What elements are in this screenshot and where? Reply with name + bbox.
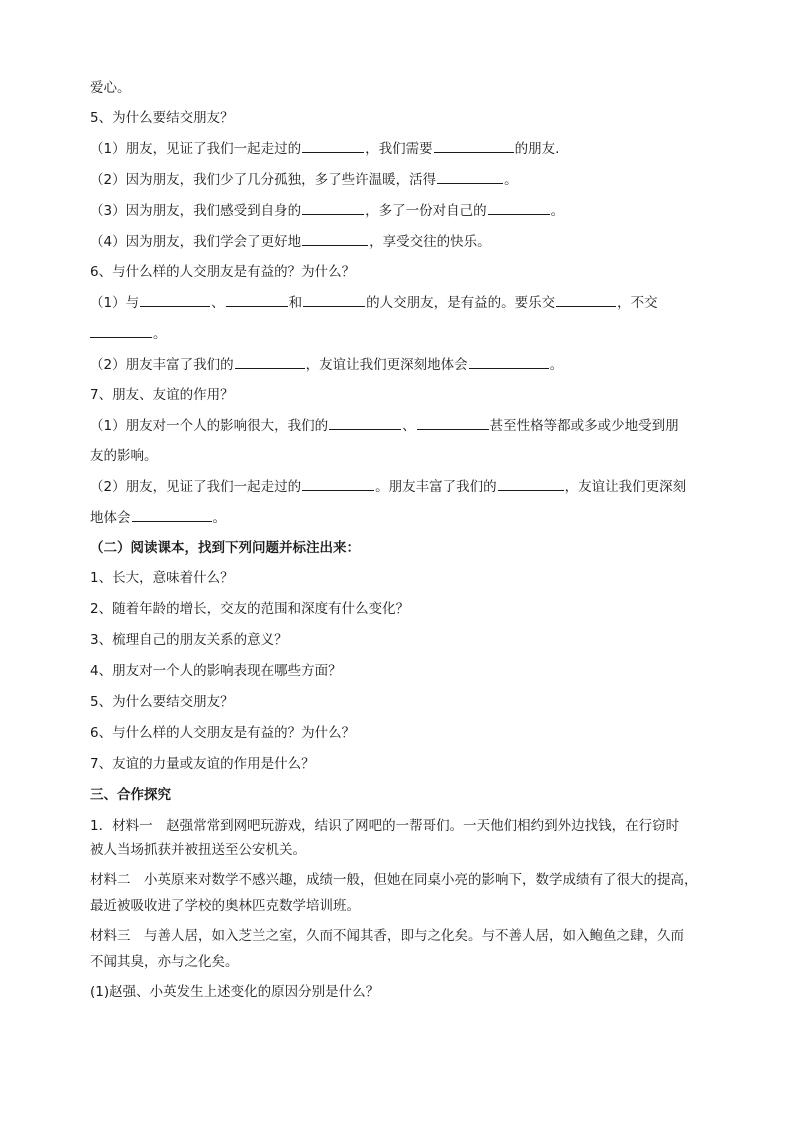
text-line (90, 816, 704, 836)
text: 。 (550, 203, 565, 219)
answer-blank[interactable] (302, 231, 368, 246)
text: 5、为什么要结交朋友？ (90, 110, 234, 126)
fill-in-line (90, 231, 704, 252)
text-line (90, 952, 704, 972)
text: （1）朋友，见证了我们一起走过的 (90, 141, 302, 157)
text: （4）因为朋友，我们学会了更好地 (90, 234, 302, 250)
question-heading-6 (90, 262, 704, 282)
fill-in-line (90, 476, 704, 497)
text: (1)赵强、小英发生上述变化的原因分别是什么？ (90, 984, 380, 1000)
text: （2）因为朋友，我们少了几分孤独，多了些许温暖，活得 (90, 172, 437, 188)
list-item (90, 661, 704, 681)
list-item (90, 568, 704, 588)
text: （1）与 (90, 295, 140, 311)
text: ，享受交往的快乐。 (369, 234, 491, 250)
text: ，友谊让我们更深刻 (564, 479, 687, 495)
answer-blank[interactable] (488, 200, 550, 215)
answer-blank[interactable] (303, 292, 365, 307)
text: 5、为什么要结交朋友？ (90, 694, 234, 710)
text: （2）朋友，见证了我们一起走过的 (90, 479, 302, 495)
answer-blank[interactable] (498, 476, 564, 491)
answer-blank[interactable] (434, 138, 514, 153)
text: ，多了一份对自己的 (365, 203, 487, 219)
text: 三、合作探究 (90, 787, 171, 803)
list-item (90, 723, 704, 743)
text-line (90, 840, 704, 860)
text: 1．材料一 赵强常常到网吧玩游戏，结识了网吧的一帮哥们。一天他们相约到外边找钱，在行窃时 (90, 818, 680, 834)
text: 甚至性格等都或多或少地受到朋 (489, 418, 679, 434)
text: 。 (153, 326, 167, 342)
text: 地体会 (90, 510, 131, 526)
text: （二）阅读课本，找到下列问题并标注出来： (90, 540, 360, 556)
answer-blank[interactable] (140, 292, 210, 307)
text: ，友谊让我们更深刻地体会 (305, 357, 468, 373)
text: 的人交朋友，是有益的。要乐交 (366, 295, 556, 311)
section-heading (90, 538, 704, 558)
text: 友的影响。 (90, 448, 158, 464)
answer-blank[interactable] (302, 138, 364, 153)
text-line (90, 896, 704, 916)
text: 材料三 与善人居，如入芝兰之室，久而不闻其香，即与之化矣。与不善人居，如入鲍鱼之肆，久而 (90, 928, 684, 944)
answer-blank[interactable] (226, 292, 288, 307)
answer-blank[interactable] (556, 292, 616, 307)
answer-blank[interactable] (437, 169, 503, 184)
question-heading-7 (90, 385, 704, 405)
text: （3）因为朋友，我们感受到自身的 (90, 203, 302, 219)
answer-blank[interactable] (235, 354, 305, 369)
answer-blank[interactable] (469, 354, 549, 369)
text-line (90, 870, 704, 890)
fill-in-line (90, 415, 704, 436)
text: 2、随着年龄的增长，交友的范围和深度有什么变化？ (90, 601, 410, 617)
text: （2）朋友丰富了我们的 (90, 357, 234, 373)
list-item (90, 754, 704, 774)
text-line (90, 78, 704, 98)
answer-blank[interactable] (302, 476, 374, 491)
text: 。 (212, 510, 226, 526)
text: 1、长大，意味着什么？ (90, 570, 234, 586)
fill-in-line (90, 138, 704, 159)
text: 6、与什么样的人交朋友是有益的？为什么？ (90, 725, 356, 741)
text-line (90, 926, 704, 946)
text: 爱心。 (90, 80, 131, 96)
answer-blank[interactable] (329, 415, 401, 430)
text: 、 (402, 418, 416, 434)
text: 4、朋友对一个人的影响表现在哪些方面？ (90, 663, 342, 679)
text: 不闻其臭，亦与之化矣。 (90, 954, 239, 970)
fill-in-line (90, 507, 704, 528)
text: 。 (504, 172, 518, 188)
list-item (90, 692, 704, 712)
answer-blank[interactable] (90, 323, 152, 338)
text: ，不交 (617, 295, 658, 311)
text-line (90, 982, 704, 1002)
text: 7、朋友、友谊的作用？ (90, 387, 234, 403)
fill-in-line (90, 200, 704, 221)
fill-in-line (90, 354, 704, 375)
text-line (90, 446, 704, 466)
answer-blank[interactable] (417, 415, 489, 430)
fill-in-line (90, 169, 704, 190)
text: 7、友谊的力量或友谊的作用是什么？ (90, 756, 315, 772)
question-heading-5 (90, 108, 704, 128)
text: ，我们需要 (365, 141, 433, 157)
list-item (90, 630, 704, 650)
answer-blank[interactable] (302, 200, 364, 215)
text: 和 (288, 295, 303, 311)
answer-blank[interactable] (132, 507, 212, 522)
text: 材料二 小英原来对数学不感兴趣，成绩一般，但她在同桌小亮的影响下，数学成绩有了很大的提高， (90, 872, 698, 888)
text: 3、梳理自己的朋友关系的意义？ (90, 632, 288, 648)
text: 6、与什么样的人交朋友是有益的？为什么？ (90, 264, 356, 280)
text: 。 (549, 357, 564, 373)
text: 。朋友丰富了我们的 (375, 479, 497, 495)
text: 被人当场抓获并被扭送至公安机关。 (90, 842, 306, 858)
text: （1）朋友对一个人的影响很大，我们的 (90, 418, 329, 434)
section-heading (90, 785, 704, 805)
text: 、 (211, 295, 225, 311)
fill-in-line (90, 323, 704, 344)
text: 最近被吸收进了学校的奥林匹克数学培训班。 (90, 898, 360, 914)
fill-in-line (90, 292, 704, 313)
document-page (90, 78, 704, 1002)
text: 的朋友. (514, 141, 560, 157)
list-item (90, 599, 704, 619)
